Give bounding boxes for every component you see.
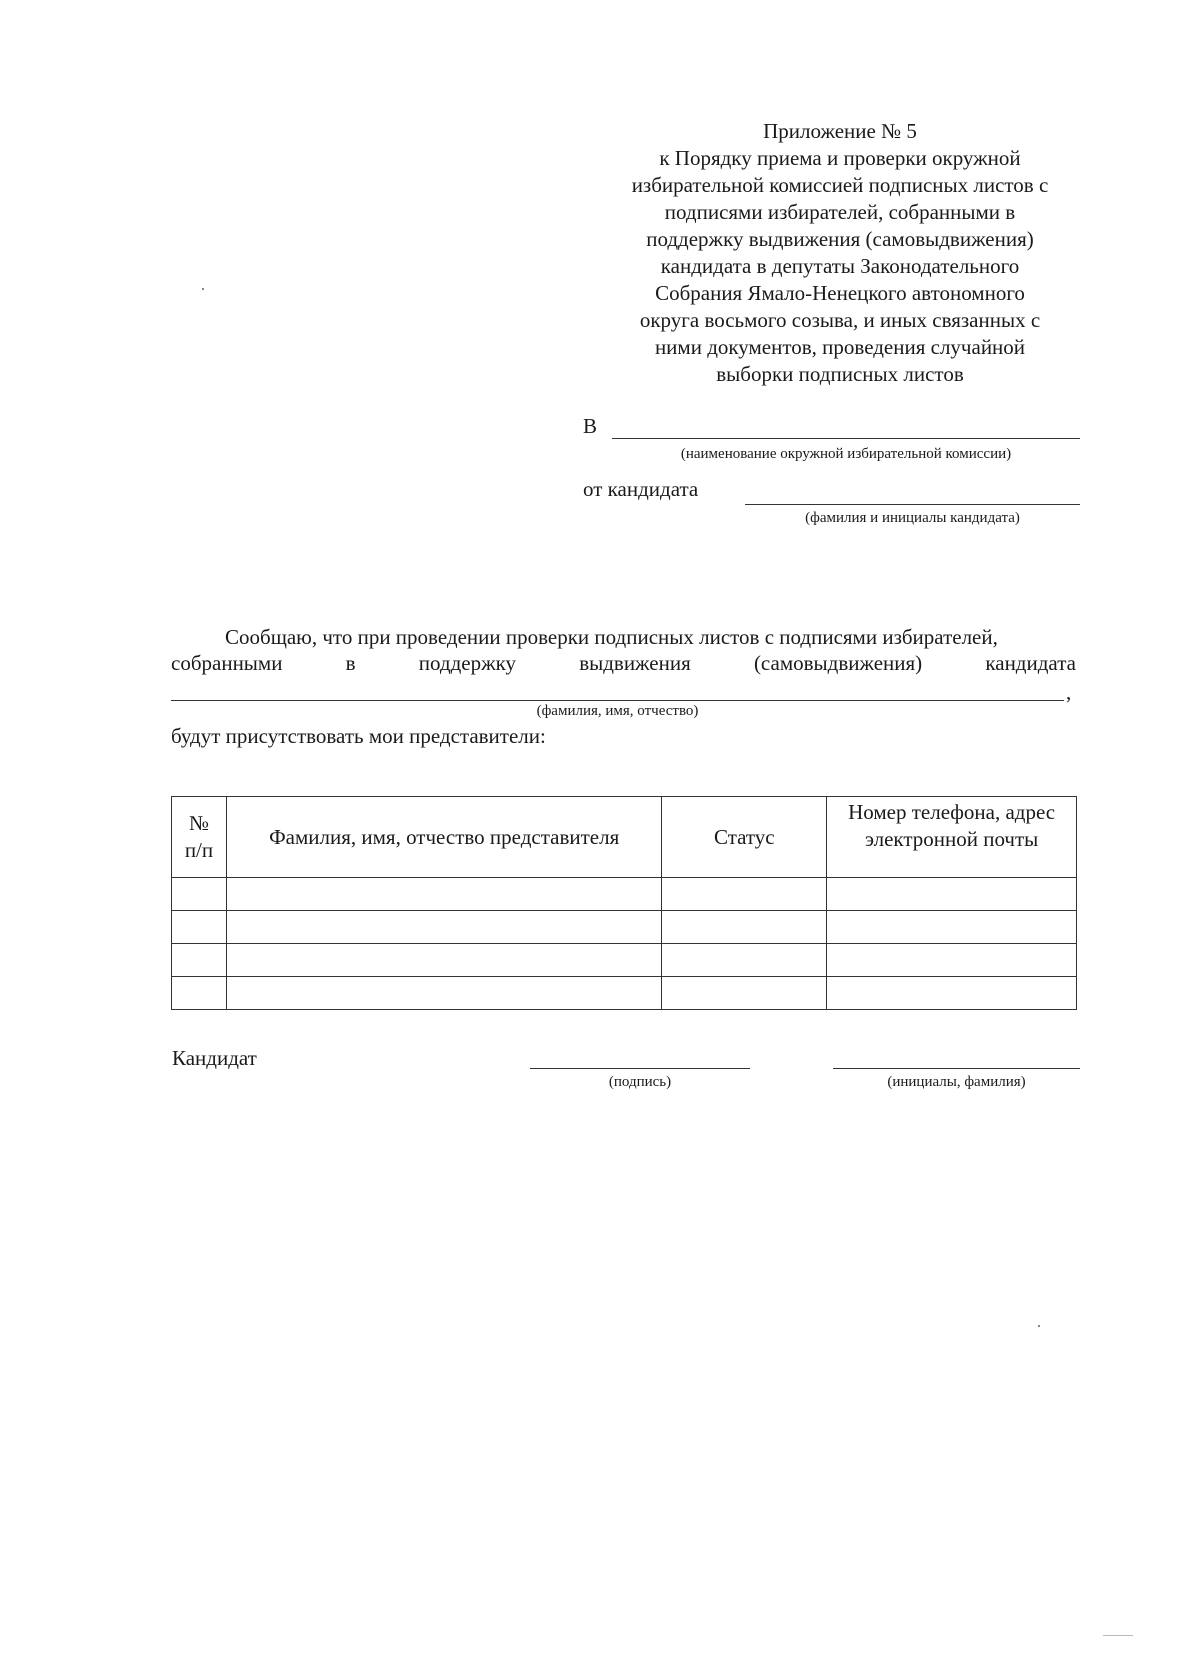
body-word: поддержку — [418, 651, 516, 675]
initials-surname-line — [833, 1068, 1080, 1069]
to-label: В — [583, 414, 598, 438]
header-contact-line: Номер телефона, адрес — [848, 800, 1056, 824]
candidate-full-name-line — [171, 700, 1064, 701]
table-cell[interactable] — [226, 878, 661, 911]
scan-speck — [1038, 1325, 1040, 1327]
appendix-line: Приложение № 5 — [763, 119, 917, 143]
candidate-full-name-hint: (фамилия, имя, отчество) — [536, 703, 699, 719]
appendix-line: ними документов, проведения случайной — [654, 335, 1026, 359]
table-cell[interactable] — [172, 911, 227, 944]
table-row — [172, 878, 1077, 911]
table-cell[interactable] — [827, 944, 1077, 977]
scan-mark — [1103, 1635, 1133, 1636]
header-full-name: Фамилия, имя, отчество представителя — [226, 797, 661, 878]
header-number-symbol: № — [188, 811, 209, 835]
body-word: (самовыдвижения) — [753, 651, 923, 675]
header-status: Статус — [662, 797, 827, 878]
header-number-abbr: п/п — [184, 838, 214, 862]
table-header-row — [172, 797, 1077, 878]
table-cell[interactable] — [662, 977, 827, 1010]
header-contact — [827, 797, 1077, 878]
table-cell[interactable] — [662, 878, 827, 911]
body-word: в — [345, 651, 356, 675]
appendix-line: поддержку выдвижения (самовыдвижения) — [646, 227, 1034, 251]
table-cell[interactable] — [662, 944, 827, 977]
table-cell[interactable] — [226, 911, 661, 944]
table-row — [172, 977, 1077, 1010]
body-line-3: будут присутствовать мои представители: — [171, 724, 546, 748]
representatives-table — [171, 796, 1077, 1010]
commission-name-hint: (наименование окружной избирательной комиссии) — [680, 446, 1012, 462]
table-cell[interactable] — [226, 944, 661, 977]
appendix-line: Собрания Ямало-Ненецкого автономного — [655, 281, 1025, 305]
commission-name-line — [612, 438, 1080, 439]
appendix-line: подписями избирателей, собранными в — [664, 200, 1016, 224]
appendix-line: к Порядку приема и проверки окружной — [659, 146, 1021, 170]
table-cell[interactable] — [662, 911, 827, 944]
candidate-name-hint: (фамилия и инициалы кандидата) — [805, 510, 1020, 526]
table-cell[interactable] — [226, 977, 661, 1010]
table-cell[interactable] — [172, 944, 227, 977]
table-row — [172, 944, 1077, 977]
body-line-1: Сообщаю, что при проведении проверки подписных листов с подписями избирателей, — [225, 625, 998, 649]
appendix-line: округа восьмого созыва, и иных связанных с — [639, 308, 1041, 332]
table-row — [172, 911, 1077, 944]
appendix-line: избирательной комиссией подписных листов с — [631, 173, 1049, 197]
body-word: собранными — [171, 651, 283, 675]
appendix-line: выборки подписных листов — [716, 362, 964, 386]
table-cell[interactable] — [827, 977, 1077, 1010]
header-contact-line: электронной почты — [864, 827, 1039, 851]
signature-hint: (подпись) — [608, 1074, 672, 1090]
table-cell[interactable] — [172, 878, 227, 911]
table-cell[interactable] — [827, 878, 1077, 911]
candidate-signature-label: Кандидат — [172, 1046, 257, 1070]
from-label: от кандидата — [583, 477, 699, 501]
table-cell[interactable] — [172, 977, 227, 1010]
body-word: выдвижения — [579, 651, 691, 675]
scan-speck — [202, 288, 204, 290]
initials-surname-hint: (инициалы, фамилия) — [887, 1074, 1026, 1090]
header-number — [172, 797, 227, 878]
candidate-name-line — [745, 504, 1080, 505]
table-cell[interactable] — [827, 911, 1077, 944]
appendix-header — [590, 118, 1090, 388]
body-line-2 — [171, 650, 1076, 676]
name-line-comma: , — [1066, 680, 1072, 704]
appendix-line: кандидата в депутаты Законодательного — [660, 254, 1020, 278]
signature-line — [530, 1068, 750, 1069]
body-word: кандидата — [985, 651, 1076, 675]
